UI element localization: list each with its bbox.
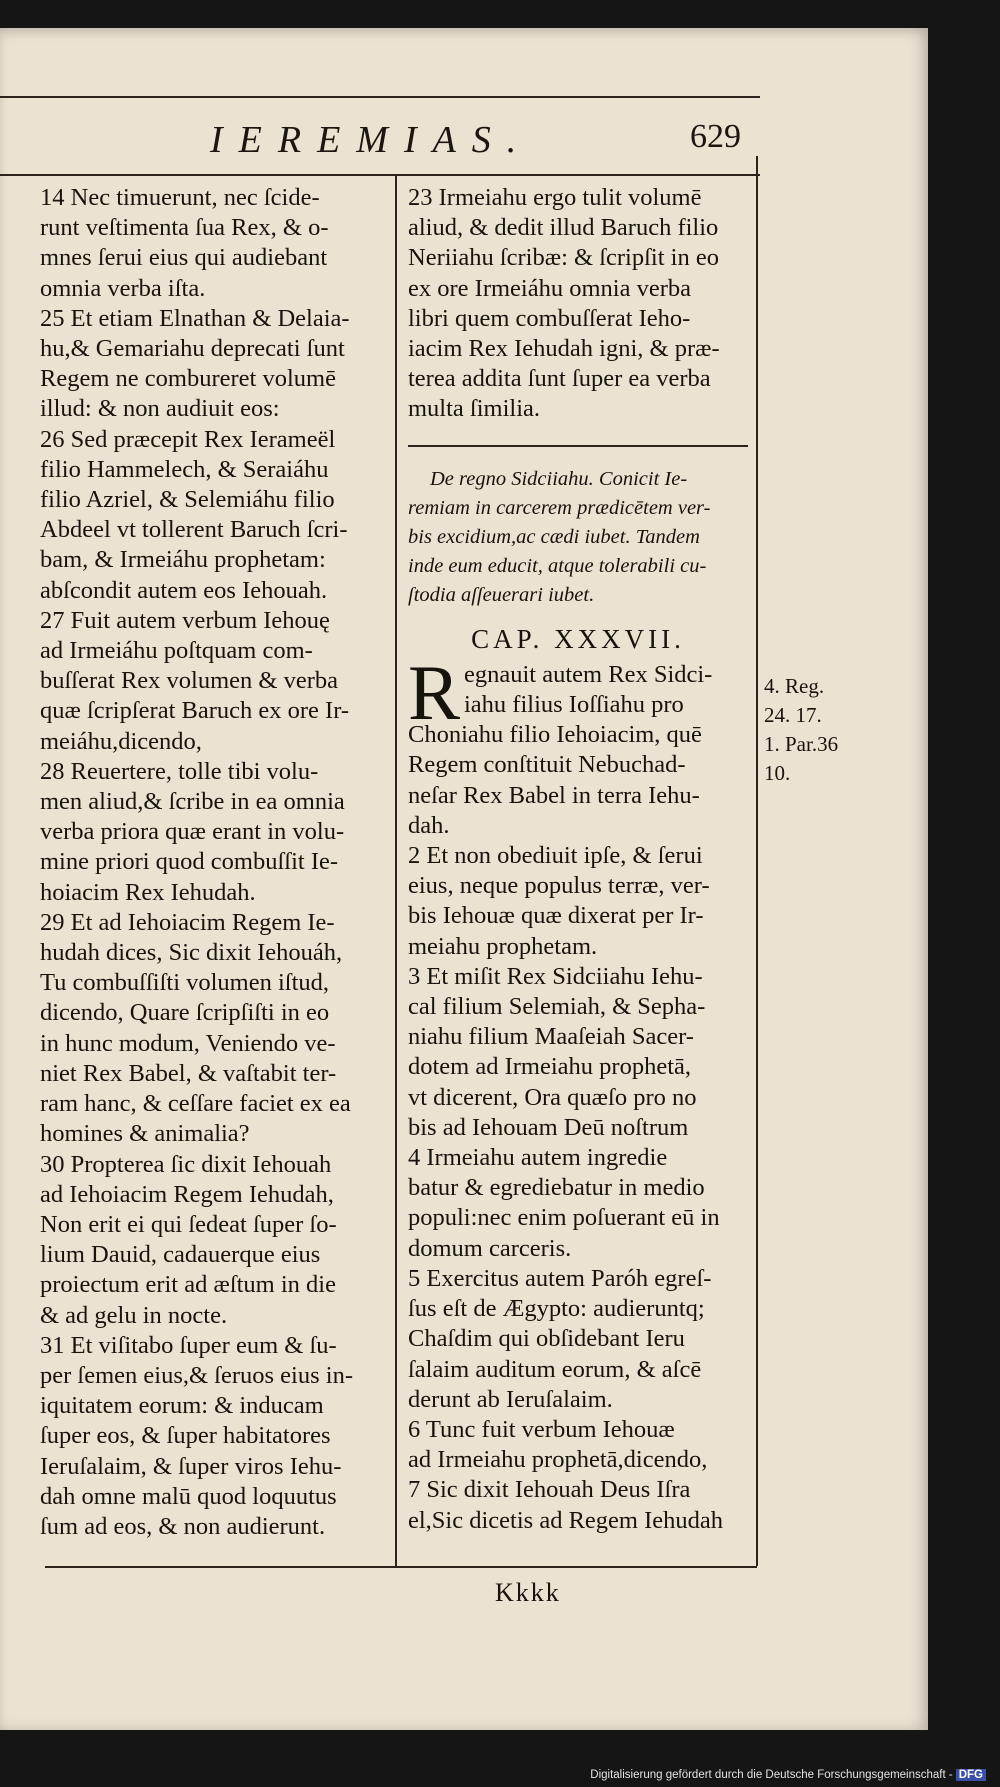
right-column [408, 183, 748, 1536]
text-line: 1. Par.36 [764, 732, 839, 756]
header-rule [0, 174, 760, 176]
text-line: iacim Rex Iehudah igni, & præ- [408, 335, 720, 363]
margin-reference-note [764, 672, 838, 788]
text-line: Regem conſtituit Nebuchad- [408, 751, 686, 779]
text-line: meiahu prophetam. [408, 932, 598, 960]
text-line: batur & egrediebatur in medio [408, 1174, 705, 1202]
text-line: Neriiahu ſcribæ: & ſcripſit in eo [408, 244, 719, 272]
text-line: eius, neque populus terræ, ver- [408, 872, 710, 900]
left-column [40, 183, 385, 1542]
text-line: Abdeel vt tollerent Baruch ſcri- [40, 516, 348, 544]
text-line: 10. [764, 761, 791, 785]
text-line: 6 Tunc fuit verbum Iehouæ [408, 1415, 675, 1443]
text-line: 29 Et ad Iehoiacim Regem Ie- [40, 908, 335, 936]
text-line: 7 Sic dixit Iehouah Deus Iſra [408, 1476, 691, 1504]
text-line: illud: & non audiuit eos: [40, 395, 280, 423]
right-column-top-text [408, 183, 748, 425]
text-line: 4 Irmeiahu autem ingredie [408, 1144, 668, 1172]
dfg-logo-badge: DFG [956, 1769, 986, 1781]
text-line: domum carceris. [408, 1234, 572, 1262]
text-line: hudah dices, Sic dixit Iehouáh, [40, 939, 343, 967]
text-line: dicendo, Quare ſcripſiſti in eo [40, 999, 330, 1027]
text-line: niahu filium Maaſeiah Sacer- [408, 1023, 694, 1051]
drop-cap: R [408, 648, 461, 736]
text-line: buſſerat Rex volumen & verba [40, 667, 338, 695]
text-line: bis Iehouæ quæ dixerat per Ir- [408, 902, 704, 930]
text-line: mine priori quod combuſſit Ie- [40, 848, 339, 876]
text-line: ſalaim auditum eorum, & aſcē [408, 1355, 702, 1383]
text-line: populi:nec enim poſuerant eū in [408, 1204, 720, 1232]
text-line: Non erit ei qui ſedeat ſuper ſo- [40, 1210, 337, 1238]
text-line: 24. 17. [764, 703, 822, 727]
text-line: cal filium Selemiah, & Sepha- [408, 993, 706, 1021]
text-line: verba priora quæ erant in volu- [40, 818, 345, 846]
top-rule [0, 96, 760, 98]
text-line: meiáhu,dicendo, [40, 727, 202, 755]
text-line: multa ſimilia. [408, 395, 541, 423]
text-line: vt dicerent, Ora quæſo pro no [408, 1083, 697, 1111]
margin-separator [756, 156, 758, 1566]
text-line: 14 Nec timuerunt, nec ſcide- [40, 184, 320, 211]
text-line: 28 Reuertere, tolle tibi volu- [40, 757, 319, 785]
text-line: egnauit autem Rex Sidci- [464, 660, 713, 688]
text-line: Tu combuſſiſti volumen iſtud, [40, 969, 330, 997]
text-line: hoiacim Rex Iehudah. [40, 878, 256, 906]
text-line: derunt ab Ieruſalaim. [408, 1385, 613, 1413]
text-line: ad Iehoiacim Regem Iehudah, [40, 1180, 334, 1208]
text-line: ſus eſt de Ægypto: audieruntq; [408, 1295, 705, 1323]
text-line: proiectum erit ad æſtum in die [40, 1271, 336, 1299]
text-line: 27 Fuit autem verbum Iehouę [40, 606, 330, 634]
text-line: Ieruſalaim, & ſuper viros Iehu- [40, 1452, 342, 1480]
text-line: ad Irmeiáhu poſtquam com- [40, 637, 313, 665]
text-line: in hunc modum, Veniendo ve- [40, 1029, 336, 1057]
text-line: filio Azriel, & Selemiáhu filio [40, 486, 335, 514]
text-line: dotem ad Irmeiahu prophetā, [408, 1053, 692, 1081]
text-line: aliud, & dedit illud Baruch filio [408, 214, 719, 242]
text-line: 25 Et etiam Elnathan & Delaia- [40, 304, 350, 332]
chapter-heading: CAP. XXXVII. [471, 623, 685, 654]
digitization-credit [590, 1769, 986, 1781]
text-line: Choniahu filio Iehoiacim, quē [408, 721, 702, 749]
text-line: mnes ſerui eius qui audiebant [40, 244, 328, 272]
text-line: ſum ad eos, & non audierunt. [40, 1512, 326, 1540]
text-line: remiam in carcerem prædicētem ver- [408, 496, 711, 519]
text-line: De regno Sidciiahu. Conicit Ie- [430, 467, 688, 490]
column-separator [395, 176, 397, 1566]
bottom-rule [45, 1566, 757, 1568]
running-head: IEREMIAS. [210, 119, 533, 161]
text-line: ex ore Irmeiáhu omnia verba [408, 274, 691, 302]
text-line: ſtodia aſſeuerari iubet. [408, 583, 595, 606]
text-line: Chaſdim qui obſidebant Ieru [408, 1325, 685, 1353]
text-line: 26 Sed præcepit Rex Ierameël [40, 425, 336, 453]
text-line: per ſemen eius,& ſeruos eius in- [40, 1361, 353, 1389]
text-line: 30 Propterea ſic dixit Iehouah [40, 1150, 332, 1178]
text-line: abſcondit autem eos Iehouah. [40, 576, 328, 604]
text-line: dah omne malū quod loquutus [40, 1482, 337, 1510]
text-line: libri quem combuſſerat Ieho- [408, 304, 691, 332]
text-line: ſuper eos, & ſuper habitatores [40, 1422, 331, 1450]
text-line: bis ad Iehouam Deū noſtrum [408, 1113, 689, 1141]
text-line: terea addita ſunt ſuper ea verba [408, 365, 711, 393]
text-line: ram hanc, & ceſſare faciet ex ea [40, 1090, 351, 1118]
text-line: ad Irmeiahu prophetā,dicendo, [408, 1446, 708, 1474]
text-line: 23 Irmeiahu ergo tulit volumē [408, 184, 702, 211]
chapter-first-paragraph [408, 648, 748, 841]
text-line: el,Sic dicetis ad Regem Iehudah [408, 1506, 723, 1534]
right-column-body-text [408, 841, 748, 1536]
text-line: omnia verba iſta. [40, 274, 206, 302]
text-line: niet Rex Babel, & vaſtabit ter- [40, 1059, 337, 1087]
text-line: 3 Et miſit Rex Sidciiahu Iehu- [408, 962, 703, 990]
text-line: 31 Et viſitabo ſuper eum & ſu- [40, 1331, 337, 1359]
text-line: bis excidium,ac cædi iubet. Tandem [408, 525, 700, 548]
text-line: Regem ne combureret volumē [40, 365, 336, 393]
signature-mark: Kkkk [495, 1578, 561, 1607]
text-line: iquitatem eorum: & inducam [40, 1392, 324, 1420]
text-line: dah. [408, 811, 450, 839]
text-line: filio Hammelech, & Seraiáhu [40, 455, 329, 483]
text-line: bam, & Irmeiáhu prophetam: [40, 546, 326, 574]
text-line: inde eum educit, atque tolerabili cu- [408, 554, 707, 577]
text-line: runt veſtimenta ſua Rex, & o- [40, 214, 329, 242]
text-line: neſar Rex Babel in terra Iehu- [408, 781, 700, 809]
text-line: homines & animalia? [40, 1120, 250, 1148]
text-line: 2 Et non obediuit ipſe, & ſerui [408, 842, 703, 870]
text-line: & ad gelu in nocte. [40, 1301, 228, 1329]
text-line: men aliud,& ſcribe in ea omnia [40, 788, 345, 816]
text-line: hu,& Gemariahu deprecati ſunt [40, 335, 345, 363]
book-page [0, 28, 928, 1730]
chapter-summary [408, 445, 748, 610]
credit-text: Digitalisierung gefördert durch die Deutsche Forschungsgemeinschaft - [590, 1769, 953, 1781]
text-line: quæ ſcripſerat Baruch ex ore Ir- [40, 697, 350, 725]
text-line: lium Dauid, cadauerque eius [40, 1241, 321, 1269]
page-number: 629 [690, 118, 741, 155]
text-line: iahu filius Ioſſiahu pro [464, 691, 684, 719]
text-line: 4. Reg. [764, 674, 825, 698]
text-line: 5 Exercitus autem Paróh egreſ- [408, 1264, 712, 1292]
